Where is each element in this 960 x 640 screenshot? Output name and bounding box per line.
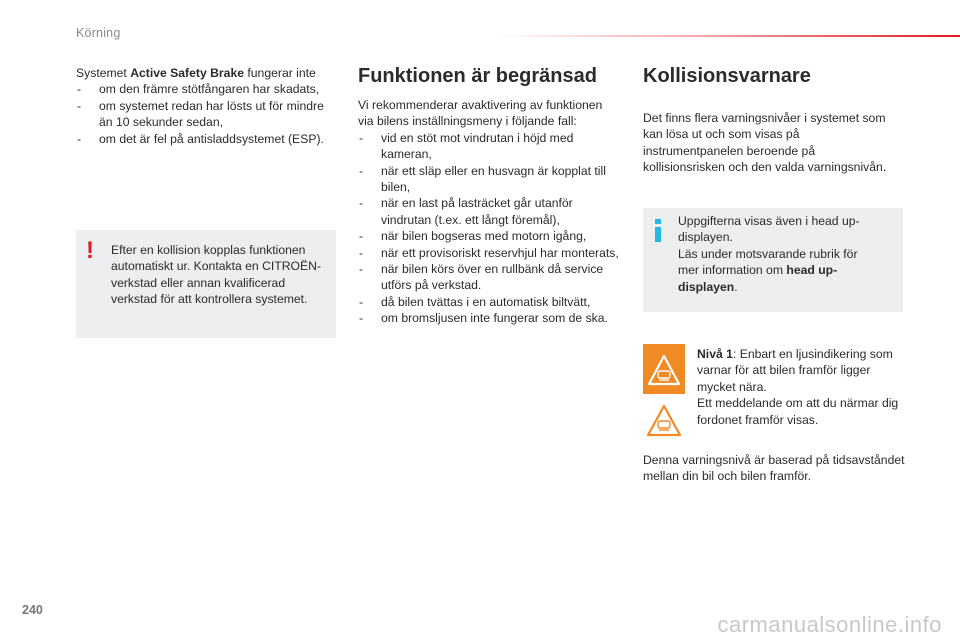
level-1-text: [697, 346, 907, 428]
list-item: - när ett släp eller en husvagn är kopplat till bilen,: [358, 163, 620, 196]
col2-list: [358, 130, 620, 327]
col2-intro: Vi rekommenderar avaktivering av funktionen via bilens inställningsmeny i följande fall:: [358, 98, 603, 129]
col1-intro-bold: Active Safety Brake: [130, 66, 244, 80]
info-line-2-suffix: .: [734, 279, 738, 294]
list-item: - när en last på lasträcket går utanför vindrutan (t.ex. ett långt föremål),: [358, 195, 620, 228]
info-icon: [655, 219, 663, 242]
list-item: - om det är fel på antisladdsystemet (ESP).: [76, 131, 338, 147]
collision-alert-filled-icon: [643, 344, 685, 394]
list-item: - vid en stöt mot vindrutan i höjd med kameran,: [358, 130, 620, 163]
column-1: [76, 65, 338, 147]
info-note: [643, 208, 903, 312]
list-item: - när ett provisoriskt reservhjul har monterats,: [358, 245, 620, 261]
warning-note-text: Efter en kollision kopplas funktionen automatiskt ur. Kontakta en CITROËN-verkstad eller annan kvalificerad verkstad för att kontrollera systemet.: [111, 243, 321, 307]
info-line-2-prefix: Läs under motsvarande rubrik för mer information om: [678, 246, 858, 278]
list-item: - om systemet redan har lösts ut för mindre än 10 sekunder sedan,: [76, 98, 338, 131]
column-3: [643, 64, 905, 176]
level-1-label: Nivå 1: [697, 347, 733, 361]
info-line-1: Uppgifterna visas även i head up-displayen.: [678, 214, 860, 245]
level-basis: Denna varningsnivå är baserad på tidsavståndet mellan din bil och bilen framför.: [643, 453, 905, 484]
collision-warning-heading: Kollisionsvarnare: [643, 65, 811, 87]
col1-intro: [76, 65, 338, 81]
header-divider: [495, 35, 960, 37]
level-basis-text: [643, 452, 905, 485]
page-number: 240: [22, 603, 43, 617]
level-1-description: [697, 346, 907, 395]
list-item: - när bilen bogseras med motorn igång,: [358, 228, 620, 244]
collision-alert-outline-icon: [643, 400, 685, 440]
column-2: [358, 64, 620, 327]
list-item: - då bilen tvättas i en automatisk biltvätt,: [358, 294, 620, 310]
level-1-text-1: : Enbart en ljusindikering som varnar för att bilen framför ligger mycket nära.: [697, 347, 893, 394]
limitations-heading: Funktionen är begränsad: [358, 65, 597, 87]
col1-intro-suffix: fungerar inte: [244, 66, 316, 80]
col1-list: [76, 81, 338, 147]
col1-intro-prefix: Systemet: [76, 66, 131, 80]
info-line-2-bold: head up-displayen: [678, 263, 838, 294]
info-line-2: [678, 246, 878, 295]
watermark: carmanualsonline.info: [717, 612, 942, 637]
col3-intro: Det finns flera varningsnivåer i systemet som kan lösa ut och som visas på instrumentpanelen beroende på kollisionsrisken och den valda varningsnivån.: [643, 111, 887, 175]
exclamation-icon: !: [86, 237, 94, 264]
list-item: - om den främre stötfångaren har skadats,: [76, 81, 338, 97]
info-note-body: [678, 213, 878, 295]
warning-note: [76, 230, 336, 338]
list-item: - när bilen körs över en rullbänk då service utförs på verkstad.: [358, 261, 620, 294]
section-title: Körning: [76, 26, 121, 40]
level-1-message: Ett meddelande om att du närmar dig fordonet framför visas.: [697, 396, 899, 427]
list-item: - om bromsljusen inte fungerar som de ska.: [358, 310, 620, 326]
